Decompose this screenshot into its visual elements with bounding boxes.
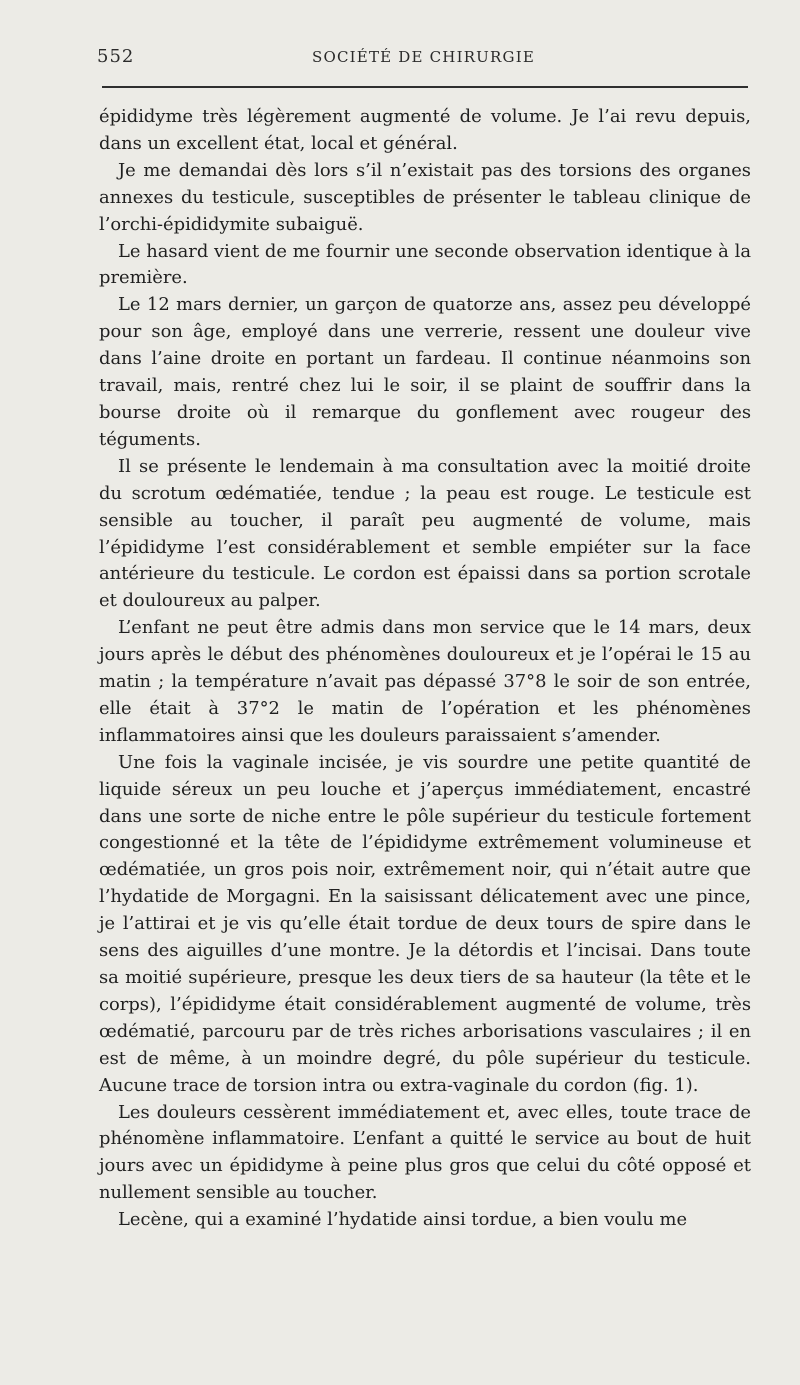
running-head: SOCIÉTÉ DE CHIRURGIE — [312, 48, 535, 66]
paragraph: Les douleurs cessèrent immédiatement et, avec elles, toute trace de phénomène inflammatoire. L’enfant a quitté le service au bout de huit jours avec un épididyme à peine plus gros que celui du côté opposé et nullement sensible au toucher. — [99, 1101, 751, 1204]
paragraph: Le 12 mars dernier, un garçon de quatorze ans, assez peu développé pour son âge, employé dans une verrerie, ressent une douleur vive dans l’aine droite en portant un fardeau. Il continue néanmoins son travail, mais, rentré chez lui le soir, il se plaint de souffrir dans la bourse droite où il remarque du gonflement avec rougeur des téguments. — [99, 294, 751, 450]
page-header — [97, 46, 750, 72]
paragraph: L’enfant ne peut être admis dans mon service que le 14 mars, deux jours après le début des phénomènes douloureux et je l’opérai le 15 au matin ; la température n’avait pas dépassé 37°8 le soir de son entrée, elle était à 37°2 le matin de l’opération et les phénomènes inflammatoires ainsi que les douleurs paraissaient s’amender. — [99, 617, 751, 746]
paragraph: Le hasard vient de me fournir une seconde observation identique à la première. — [99, 240, 751, 289]
page-number: 552 — [97, 46, 135, 67]
paragraph: Lecène, qui a examiné l’hydatide ainsi tordue, a bien voulu me — [118, 1209, 688, 1231]
paragraph: épididyme très légèrement augmenté de volume. Je l’ai revu depuis, dans un excellent état, local et général. — [99, 106, 751, 154]
paragraph: Je me demandai dès lors s’il n’existait pas des torsions des organes annexes du testicule, susceptibles de présenter le tableau clinique de l’orchi-épididymite subaiguë. — [99, 159, 751, 235]
header-rule — [102, 86, 748, 88]
body-text — [99, 104, 751, 1234]
paragraph: Une fois la vaginale incisée, je vis sourdre une petite quantité de liquide séreux un peu louche et j’aperçus immédiatement, encastré dans une sorte de niche entre le pôle supérieur du testicule fortement congestionné et la tête de l’épididyme extrêmement volumineuse et œdématiée, un gros pois noir, extrêmement noir, qui n’était autre que l’hydatide de Morgagni. En la saisissant délicatement avec une pince, je l’attirai et je vis qu’elle était tordue de deux tours de spire dans le sens des aiguilles d’une montre. Je la détordis et l’incisai. Dans toute sa moitié supérieure, presque les deux tiers de sa hauteur (la tête et le corps), l’épididyme était considérablement augmenté de volume, très œdématié, parcouru par de très riches arborisations vasculaires ; il en est de même, à un moindre degré, du pôle supérieur du testicule. Aucune trace de torsion intra ou extra-vaginale du cordon (fig. 1). — [99, 751, 751, 1096]
paragraph: Il se présente le lendemain à ma consultation avec la moitié droite du scrotum œdématiée, tendue ; la peau est rouge. Le testicule est sensible au toucher, il paraît peu augmenté de volume, mais l’épididyme l’est considérablement et semble empiéter sur la face antérieure du testicule. Le cordon est épaissi dans sa portion scrotale et douloureux au palper. — [99, 455, 751, 612]
